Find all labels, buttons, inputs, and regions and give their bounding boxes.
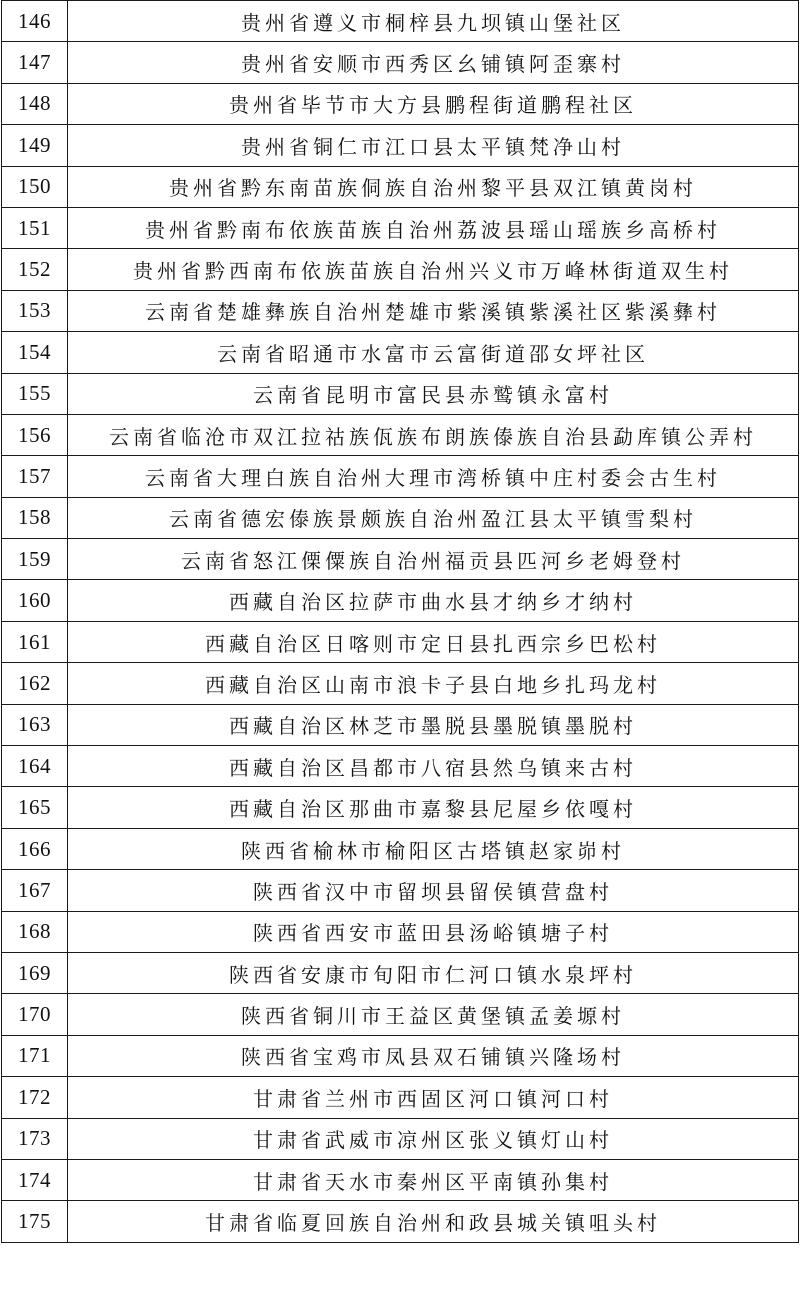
village-name-cell: 陕西省榆林市榆阳区古塔镇赵家峁村 [68,828,799,869]
table-row [2,373,799,414]
village-name-cell: 陕西省西安市蓝田县汤峪镇塘子村 [68,911,799,952]
village-name-cell: 云南省临沧市双江拉祜族佤族布朗族傣族自治县勐库镇公弄村 [68,414,799,455]
row-number-cell: 173 [2,1118,68,1159]
row-number-cell: 148 [2,83,68,124]
table-row [2,1,799,42]
village-name-cell: 陕西省汉中市留坝县留侯镇营盘村 [68,870,799,911]
row-number-cell: 165 [2,787,68,828]
table-row [2,290,799,331]
row-number-cell: 169 [2,952,68,993]
table-row [2,456,799,497]
table-row [2,621,799,662]
village-name-cell: 贵州省黔西南布依族苗族自治州兴义市万峰林街道双生村 [68,249,799,290]
village-name-cell: 贵州省安顺市西秀区幺铺镇阿歪寨村 [68,42,799,83]
village-name-cell: 西藏自治区那曲市嘉黎县尼屋乡依嘎村 [68,787,799,828]
table-row [2,207,799,248]
row-number-cell: 157 [2,456,68,497]
table-row [2,1035,799,1076]
row-number-cell: 147 [2,42,68,83]
row-number-cell: 153 [2,290,68,331]
table-row [2,83,799,124]
village-name-cell: 甘肃省临夏回族自治州和政县城关镇咀头村 [68,1201,799,1242]
row-number-cell: 159 [2,539,68,580]
table-row [2,1159,799,1200]
row-number-cell: 170 [2,994,68,1035]
village-name-cell: 云南省楚雄彝族自治州楚雄市紫溪镇紫溪社区紫溪彝村 [68,290,799,331]
village-list-table [1,0,799,1243]
table-row [2,870,799,911]
village-name-cell: 贵州省遵义市桐梓县九坝镇山堡社区 [68,1,799,42]
village-name-cell: 陕西省安康市旬阳市仁河口镇水泉坪村 [68,952,799,993]
table-row [2,539,799,580]
table-row [2,911,799,952]
table-row [2,828,799,869]
row-number-cell: 164 [2,746,68,787]
row-number-cell: 154 [2,332,68,373]
table-row [2,125,799,166]
row-number-cell: 160 [2,580,68,621]
table-row [2,332,799,373]
village-name-cell: 贵州省黔东南苗族侗族自治州黎平县双江镇黄岗村 [68,166,799,207]
table-row [2,414,799,455]
row-number-cell: 166 [2,828,68,869]
table-row [2,1201,799,1242]
village-name-cell: 贵州省毕节市大方县鹏程街道鹏程社区 [68,83,799,124]
village-name-cell: 西藏自治区林芝市墨脱县墨脱镇墨脱村 [68,704,799,745]
village-name-cell: 西藏自治区拉萨市曲水县才纳乡才纳村 [68,580,799,621]
table-row [2,42,799,83]
table-row [2,994,799,1035]
village-name-cell: 甘肃省兰州市西固区河口镇河口村 [68,1077,799,1118]
village-name-cell: 云南省昆明市富民县赤鹫镇永富村 [68,373,799,414]
table-row [2,746,799,787]
row-number-cell: 163 [2,704,68,745]
table-row [2,704,799,745]
row-number-cell: 171 [2,1035,68,1076]
row-number-cell: 155 [2,373,68,414]
village-name-cell: 云南省怒江傈僳族自治州福贡县匹河乡老姆登村 [68,539,799,580]
row-number-cell: 150 [2,166,68,207]
row-number-cell: 175 [2,1201,68,1242]
row-number-cell: 172 [2,1077,68,1118]
village-name-cell: 陕西省铜川市王益区黄堡镇孟姜塬村 [68,994,799,1035]
table-row [2,952,799,993]
table-body [2,1,799,1243]
village-name-cell: 云南省大理白族自治州大理市湾桥镇中庄村委会古生村 [68,456,799,497]
village-name-cell: 甘肃省武威市凉州区张义镇灯山村 [68,1118,799,1159]
village-name-cell: 甘肃省天水市秦州区平南镇孙集村 [68,1159,799,1200]
village-name-cell: 贵州省铜仁市江口县太平镇梵净山村 [68,125,799,166]
village-name-cell: 西藏自治区山南市浪卡子县白地乡扎玛龙村 [68,663,799,704]
row-number-cell: 158 [2,497,68,538]
village-name-cell: 陕西省宝鸡市凤县双石铺镇兴隆场村 [68,1035,799,1076]
table-row [2,1077,799,1118]
row-number-cell: 156 [2,414,68,455]
table-row [2,663,799,704]
row-number-cell: 152 [2,249,68,290]
table-row [2,1118,799,1159]
row-number-cell: 168 [2,911,68,952]
table-row [2,497,799,538]
row-number-cell: 161 [2,621,68,662]
village-name-cell: 西藏自治区昌都市八宿县然乌镇来古村 [68,746,799,787]
row-number-cell: 151 [2,207,68,248]
table-row [2,166,799,207]
table-row [2,787,799,828]
table-row [2,249,799,290]
row-number-cell: 167 [2,870,68,911]
village-name-cell: 西藏自治区日喀则市定日县扎西宗乡巴松村 [68,621,799,662]
row-number-cell: 162 [2,663,68,704]
village-name-cell: 云南省昭通市水富市云富街道邵女坪社区 [68,332,799,373]
row-number-cell: 174 [2,1159,68,1200]
row-number-cell: 146 [2,1,68,42]
table-row [2,580,799,621]
row-number-cell: 149 [2,125,68,166]
village-name-cell: 贵州省黔南布依族苗族自治州荔波县瑶山瑶族乡高桥村 [68,207,799,248]
village-name-cell: 云南省德宏傣族景颇族自治州盈江县太平镇雪梨村 [68,497,799,538]
